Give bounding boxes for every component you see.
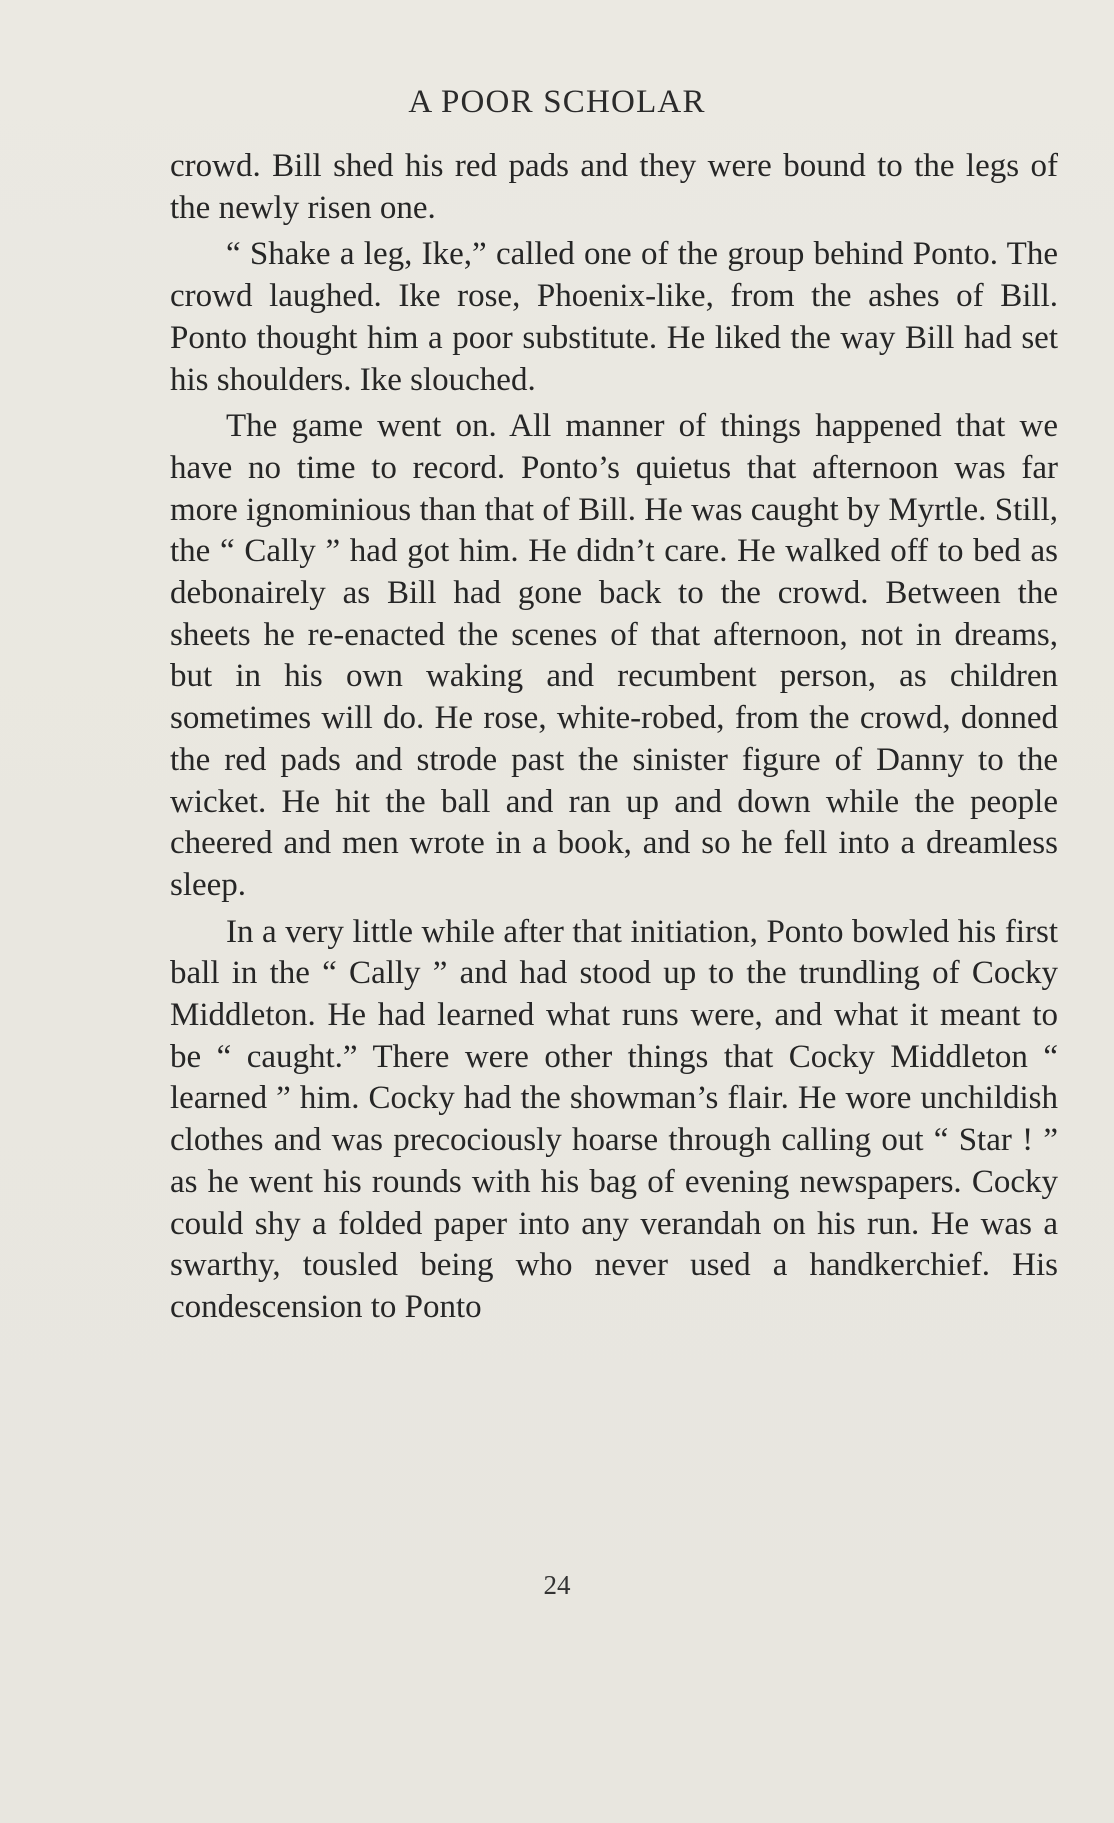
paragraph-2: “ Shake a leg, Ike,” called one of the group behind Ponto. The crowd laughed. Ike rose, Phoenix-like, from the ashes of Bill. Ponto thought him a poor substitute. He liked the way Bill had set his shoulders. Ike slouched. xyxy=(170,236,1058,398)
page-number: 24 xyxy=(543,1570,571,1600)
paragraph-4: In a very little while after that initiation, Ponto bowled his first ball in the “ Cally ” and had stood up to the trundling of Cocky Middleton. He had learned what runs were, and what it meant to be “ caught.” There were other things that Cocky Middleton “ learned ” him. Cocky had the showman’s flair. He wore unchildish clothes and was precociously hoarse through calling out “ Star ! ” as he went his rounds with his bag of evening newspapers. Cocky could shy a folded paper into any verandah on his run. He was a swarthy, tousled being who never used a handkerchief. His condescension to Ponto xyxy=(170,913,1058,1325)
running-head: A POOR SCHOLAR xyxy=(408,84,706,120)
paragraph-1: crowd. Bill shed his red pads and they were bound to the legs of the newly risen one. xyxy=(170,148,1058,226)
body-text xyxy=(170,146,1058,1334)
paragraph-3: The game went on. All manner of things happened that we have no time to record. Ponto’s quietus that afternoon was far more ignominious than that of Bill. He was caught by Myrtle. Still, the “ Cally ” had got him. He didn’t care. He walked off to bed as debonairely as Bill had gone back to the crowd. Between the sheets he re-enacted the scenes of that afternoon, not in dreams, but in his own waking and recumbent person, as children sometimes will do. He rose, white-robed, from the crowd, donned the red pads and strode past the sinister figure of Danny to the wicket. He hit the ball and ran up and down while the people cheered and men wrote in a book, and so he fell into a dreamless sleep. xyxy=(170,408,1058,903)
